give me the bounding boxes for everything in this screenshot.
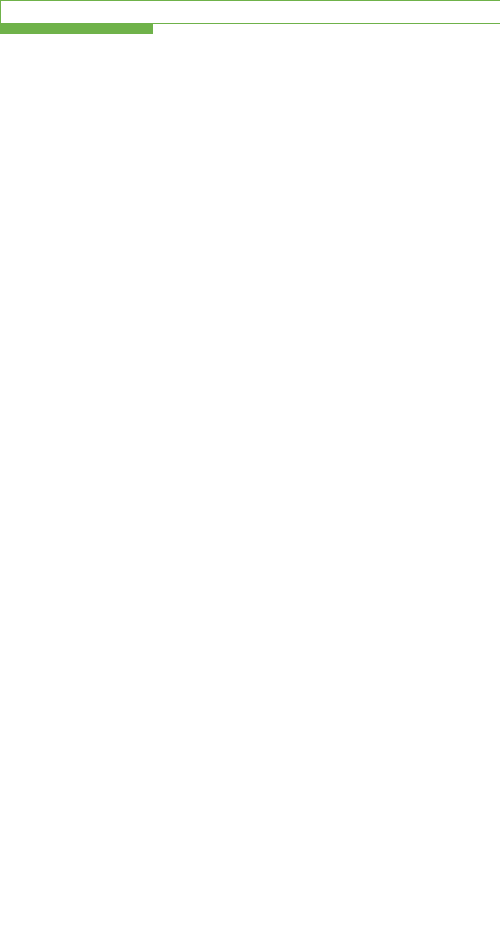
header-dept [1, 24, 69, 34]
schedule-table [0, 0, 500, 34]
page-title [1, 1, 500, 24]
header-doctor [69, 24, 106, 34]
header-rank [106, 24, 153, 34]
